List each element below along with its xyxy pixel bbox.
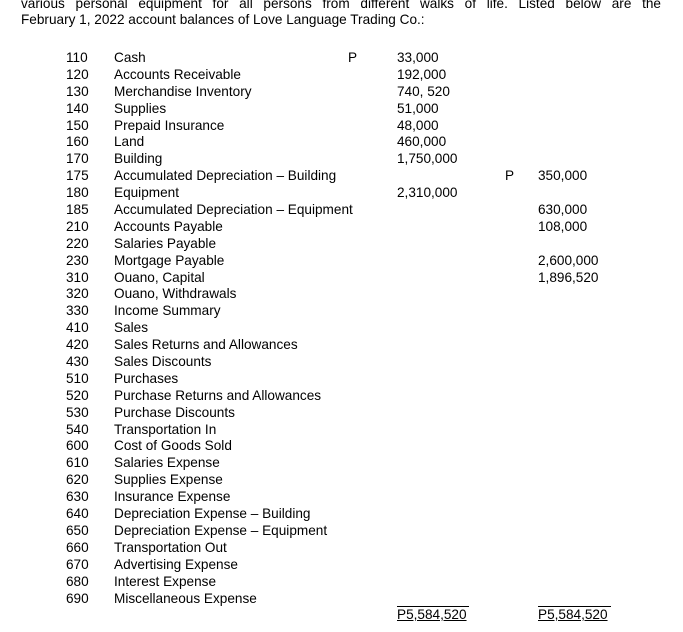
account-code: 170 [66,151,89,167]
account-name: Accumulated Depreciation – Equipment [114,202,353,218]
account-code: 330 [66,303,89,319]
table-row [0,354,683,371]
account-name: Sales [114,320,149,336]
account-code: 690 [66,590,89,606]
table-row [0,455,683,472]
credit-amount: 630,000 [538,202,588,218]
table-row [0,371,683,388]
account-code: 150 [66,117,89,133]
account-code: 420 [66,337,89,353]
account-code: 650 [66,522,89,538]
table-row [0,523,683,540]
account-code: 230 [66,252,89,268]
debit-amount: 192,000 [397,66,447,82]
account-name: Insurance Expense [114,489,231,505]
table-row [0,50,683,67]
account-code: 110 [66,50,88,65]
debit-amount: 1,750,000 [397,151,458,167]
table-row [0,337,683,354]
account-code: 640 [66,506,89,522]
debit-amount: 2,310,000 [397,185,458,201]
account-code: 310 [66,269,89,285]
table-row [0,489,683,506]
account-code: 530 [66,404,89,420]
trial-balance-table [0,50,683,607]
table-row [0,320,683,337]
table-row [0,134,683,151]
table-row [0,118,683,135]
table-row [0,540,683,557]
table-row [0,286,683,303]
debit-amount: 740, 520 [397,83,450,99]
intro-paragraph [21,0,661,28]
table-row [0,202,683,219]
account-name: Ouano, Withdrawals [114,286,237,302]
table-row [0,185,683,202]
account-name: Cost of Goods Sold [114,438,232,454]
credit-amount: 1,896,520 [538,269,599,285]
account-name: Purchases [114,370,179,386]
account-name: Equipment [114,185,179,201]
debit-amount: 48,000 [397,117,439,133]
intro-line-2: February 1, 2022 account balances of Love Language Trading Co.: [21,12,425,27]
account-name: Income Summary [114,303,221,319]
debit-amount: 460,000 [397,134,447,150]
account-name: Advertising Expense [114,556,238,572]
account-code: 220 [66,235,89,251]
account-code: 520 [66,387,89,403]
table-row [0,303,683,320]
credit-total: P5,584,520 [538,606,611,623]
table-row [0,557,683,574]
account-code: 680 [66,573,89,589]
account-code: 120 [66,66,89,82]
account-name: Supplies Expense [114,472,223,488]
account-name: Salaries Payable [114,235,217,251]
account-name: Merchandise Inventory [114,83,252,99]
account-name: Purchase Returns and Allowances [114,387,322,403]
account-code: 600 [66,438,89,454]
table-row [0,236,683,253]
debit-amount: 51,000 [397,100,439,116]
account-code: 210 [66,218,89,234]
account-name: Ouano, Capital [114,269,205,285]
account-name: Depreciation Expense – Equipment [114,522,328,538]
account-name: Interest Expense [114,573,217,589]
account-name: Sales Returns and Allowances [114,337,298,353]
account-name: Accumulated Depreciation – Building [114,168,337,184]
account-name: Building [114,151,163,167]
table-row [0,270,683,287]
account-code: 670 [66,556,89,572]
account-name: Supplies [114,100,167,116]
account-name: Land [114,134,145,150]
account-code: 540 [66,421,89,437]
account-name: Mortgage Payable [114,252,225,268]
account-name: Purchase Discounts [114,404,235,420]
table-row [0,422,683,439]
account-code: 410 [66,320,89,336]
account-name: Transportation Out [114,539,227,555]
account-code: 620 [66,472,89,488]
table-row [0,438,683,455]
account-code: 510 [66,370,89,386]
table-row [0,101,683,118]
table-row [0,506,683,523]
table-row [0,591,683,608]
account-code: 430 [66,354,89,370]
totals-row [0,606,683,624]
credit-currency-prefix: P [505,168,515,184]
table-row [0,405,683,422]
table-row [0,253,683,270]
account-name: Prepaid Insurance [114,117,225,133]
table-row [0,151,683,168]
account-name: Salaries Expense [114,455,220,471]
table-row [0,574,683,591]
table-row [0,84,683,101]
table-row [0,219,683,236]
account-code: 610 [66,455,89,471]
account-code: 630 [66,489,89,505]
account-code: 130 [66,83,89,99]
account-name: Depreciation Expense – Building [114,506,311,522]
account-name: Accounts Receivable [114,66,241,82]
debit-amount: 33,000 [397,50,439,65]
account-name: Sales Discounts [114,354,212,370]
credit-amount: 2,600,000 [538,252,599,268]
account-code: 175 [66,168,89,184]
table-row [0,67,683,84]
account-name: Accounts Payable [114,218,223,234]
account-code: 160 [66,134,89,150]
account-name: Transportation In [114,421,217,437]
account-code: 180 [66,185,89,201]
table-row [0,168,683,185]
account-code: 185 [66,202,89,218]
credit-amount: 350,000 [538,168,588,184]
account-code: 320 [66,286,89,302]
account-name: Cash [114,50,146,65]
account-code: 140 [66,100,89,116]
credit-amount: 108,000 [538,218,588,234]
account-code: 660 [66,539,89,555]
table-row [0,388,683,405]
table-row [0,472,683,489]
debit-currency-prefix: P [348,50,358,65]
account-name: Miscellaneous Expense [114,590,257,606]
debit-total: P5,584,520 [397,606,469,623]
intro-line-1: various personal equipment for all persons from different walks of life. Listed below are the [21,0,661,11]
